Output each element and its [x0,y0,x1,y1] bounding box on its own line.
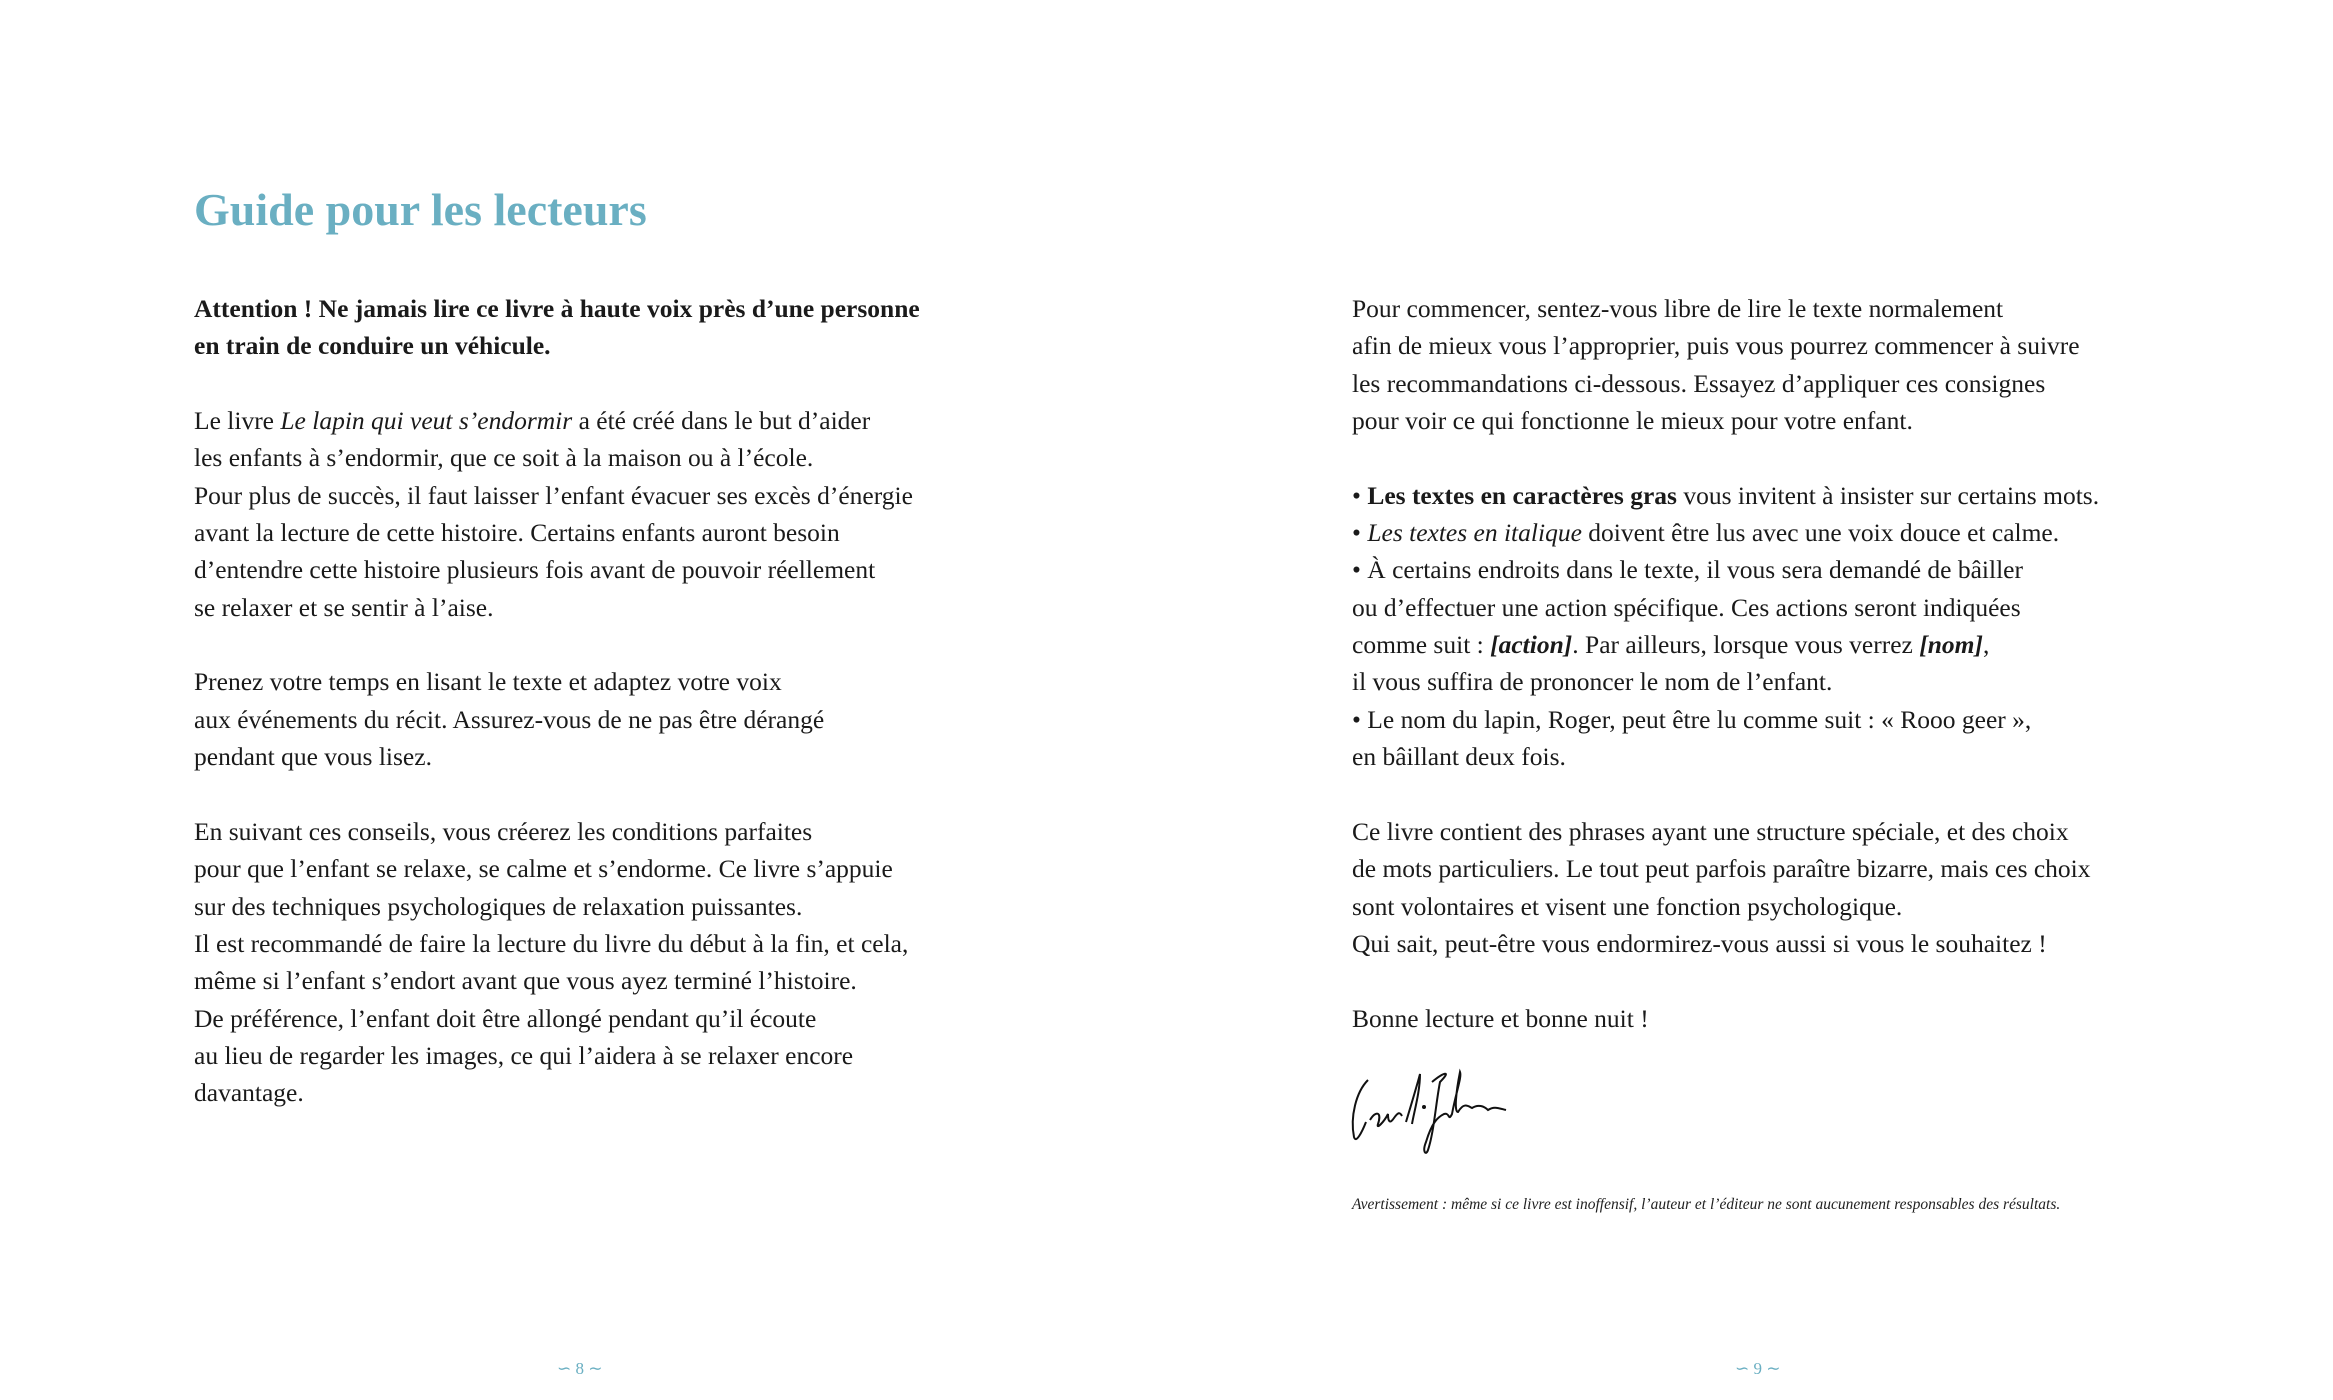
blank-line [1352,439,2099,476]
text-segment: , [1983,630,1990,660]
text-segment: davantage. [194,1078,304,1108]
right-column-text [1352,290,2099,1037]
left-column-text [194,290,920,1112]
text-segment: pendant que vous lisez. [194,742,432,772]
text-line [194,813,920,850]
text-line [194,551,920,588]
text-segment: • Le nom du lapin, Roger, peut être lu comme suit : « Rooo geer », [1352,704,2032,734]
text-segment: pour voir ce qui fonctionne le mieux pour votre enfant. [1352,406,1913,436]
text-segment: doivent être lus avec une voix douce et calme. [1581,518,2060,548]
page-number-left: ∽ 8 ∼ [557,1359,603,1378]
text-segment: les enfants à s’endormir, que ce soit à la maison ou à l’école. [194,443,814,473]
author-signature [1348,1062,1533,1157]
blank-line [194,365,920,402]
italic-text: Le lapin qui veut s’endormir [280,406,573,436]
text-segment: Ce livre contient des phrases ayant une structure spéciale, et des choix [1352,816,2069,846]
text-segment: de mots particuliers. Le tout peut parfois paraître bizarre, mais ces choix [1352,854,2091,884]
blank-line [194,775,920,812]
bold-text: en train de conduire un véhicule. [194,331,551,361]
text-line [1352,663,2099,700]
text-line [194,327,920,364]
text-segment: Bonne lecture et bonne nuit ! [1352,1003,1649,1033]
text-segment: a été créé dans le but d’aider [572,406,871,436]
text-line [194,402,920,439]
text-segment: sont volontaires et visent une fonction psychologique. [1352,891,1903,921]
text-segment: les recommandations ci-dessous. Essayez d’appliquer ces consignes [1352,368,2046,398]
text-line [1352,626,2099,663]
text-line [194,738,920,775]
text-segment: Pour plus de succès, il faut laisser l’enfant évacuer ses excès d’énergie [194,480,913,510]
text-segment: comme suit : [1352,630,1491,660]
text-line [1352,850,2099,887]
blank-line [1352,962,2099,999]
text-segment: Prenez votre temps en lisant le texte et adaptez votre voix [194,667,782,697]
bold-text: Les textes en caractères gras [1367,480,1677,510]
italic-text: Les textes en italique [1367,518,1582,548]
text-segment: • [1352,518,1368,548]
text-segment: il vous suffira de prononcer le nom de l’enfant. [1352,667,1833,697]
page-number-right: ∽ 9 ∼ [1735,1359,1781,1378]
text-line [1352,402,2099,439]
text-line [194,888,920,925]
text-line [194,663,920,700]
text-line [194,701,920,738]
text-line [1352,365,2099,402]
text-segment: En suivant ces conseils, vous créerez les conditions parfaites [194,816,813,846]
text-segment: aux événements du récit. Assurez-vous de ne pas être dérangé [194,704,825,734]
text-line [194,962,920,999]
text-line [194,1037,920,1074]
text-line [1352,1000,2099,1037]
text-segment: se relaxer et se sentir à l’aise. [194,592,494,622]
text-segment: au lieu de regarder les images, ce qui l’aidera à se relaxer encore [194,1040,854,1070]
text-line [194,850,920,887]
text-line [194,290,920,327]
text-segment: Le livre [194,406,281,436]
text-line [194,589,920,626]
text-line [194,477,920,514]
text-line [194,1000,920,1037]
blank-line [194,626,920,663]
text-segment: pour que l’enfant se relaxe, se calme et s’endorme. Ce livre s’appuie [194,854,893,884]
text-segment: De préférence, l’enfant doit être allongé pendant qu’il écoute [194,1003,817,1033]
text-segment: sur des techniques psychologiques de relaxation puissantes. [194,891,803,921]
bold-text: Attention ! Ne jamais lire ce livre à haute voix près d’une personne [194,294,920,323]
text-line [1352,888,2099,925]
text-line [194,439,920,476]
blank-line [1352,775,2099,812]
text-line [194,1074,920,1111]
text-line [194,514,920,551]
text-segment: Pour commencer, sentez-vous libre de lire le texte normalement [1352,294,2004,323]
bold-italic-text: [action] [1490,630,1573,660]
text-segment: • À certains endroits dans le texte, il vous sera demandé de bâiller [1352,555,2023,585]
text-line [1352,290,2099,327]
text-line [1352,738,2099,775]
text-segment: • [1352,480,1368,510]
text-segment: . Par ailleurs, lorsque vous verrez [1572,630,1920,660]
text-line [1352,327,2099,364]
text-segment: d’entendre cette histoire plusieurs fois avant de pouvoir réellement [194,555,876,585]
page-title: Guide pour les lecteurs [194,184,647,235]
text-line [194,925,920,962]
disclaimer: Avertissement : même si ce livre est inoffensif, l’auteur et l’éditeur ne sont aucunement responsables des résultats. [1352,1196,2061,1213]
text-segment: afin de mieux vous l’approprier, puis vous pourrez commencer à suivre [1352,331,2080,361]
text-line [1352,477,2099,514]
text-line [1352,589,2099,626]
text-segment: même si l’enfant s’endort avant que vous ayez terminé l’histoire. [194,966,857,996]
text-line [1352,925,2099,962]
text-line [1352,813,2099,850]
text-line [1352,701,2099,738]
text-segment: vous invitent à insister sur certains mots. [1676,480,2100,510]
text-line [1352,551,2099,588]
text-segment: Il est recommandé de faire la lecture du livre du début à la fin, et cela, [194,928,909,958]
text-segment: ou d’effectuer une action spécifique. Ces actions seront indiquées [1352,592,2021,622]
text-segment: avant la lecture de cette histoire. Certains enfants auront besoin [194,518,840,548]
text-line [1352,514,2099,551]
bold-italic-text: [nom] [1919,630,1983,660]
text-segment: en bâillant deux fois. [1352,742,1566,772]
text-segment: Qui sait, peut-être vous endormirez-vous aussi si vous le souhaitez ! [1352,928,2047,958]
